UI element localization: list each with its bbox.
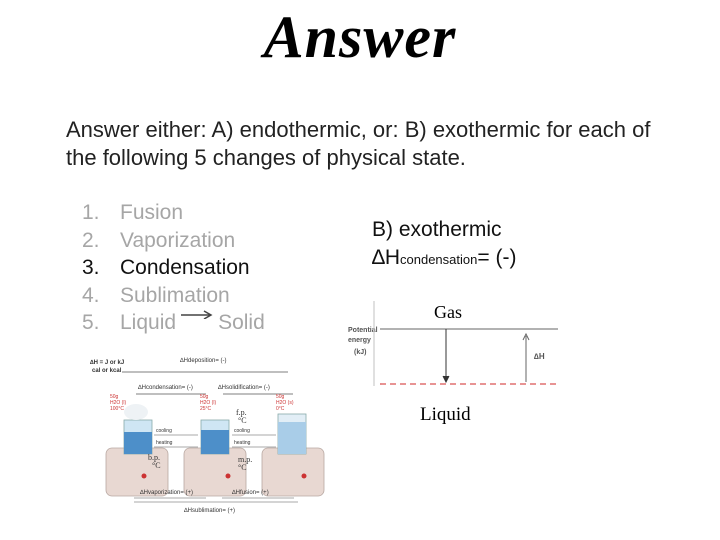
beaker-right-substance: H2O (s) [276, 400, 294, 406]
cooling-label-1: cooling [156, 428, 172, 434]
list-item-fusion [82, 199, 265, 227]
y-axis-label-1: Potential [348, 327, 378, 334]
melting-point-label: m.p. [238, 455, 253, 464]
beaker-middle-water [201, 430, 229, 454]
boiling-point-label: b.p. [148, 453, 160, 462]
delta-h-sign: = (-) [477, 246, 517, 269]
list-label: Fusion [120, 201, 184, 224]
freezing-point-unit: °C [238, 416, 247, 425]
delta-h-symbol: ∆H [372, 246, 401, 269]
answer-block [372, 216, 516, 274]
liquid-label: Liquid [420, 404, 471, 425]
list-item-liquid-to-solid [82, 309, 265, 337]
list-label: Vaporization [120, 228, 236, 252]
transition-arrowhead [443, 376, 449, 382]
units-label-2: cal or kcal [92, 368, 122, 374]
y-axis-label-2: energy [348, 337, 371, 344]
solidification-label: ∆Hsolidification= (-) [218, 385, 270, 391]
hot-plate-right [262, 448, 324, 496]
delta-h-subscript: condensation [400, 252, 478, 267]
list-number: 4. [82, 283, 100, 307]
phase-change-list [82, 199, 265, 337]
condensation-label: ∆Hcondensation= (-) [138, 385, 193, 391]
beaker-middle-temp: 25°C [200, 406, 212, 412]
answer-enthalpy [372, 244, 516, 274]
hot-plate-knob-middle [226, 474, 231, 479]
list-number: 2. [82, 228, 100, 252]
delta-h-label: ∆H [534, 352, 545, 361]
intro-paragraph: Answer either: A) endothermic, or: B) exothermic for each of the following 5 changes of physical state. [66, 117, 651, 170]
answer-choice: B) exothermic [372, 218, 502, 241]
heating-label-2: heating [234, 440, 251, 446]
steam-left [124, 404, 148, 420]
beaker-right-ice [278, 422, 306, 454]
slide-title: Answer [263, 4, 457, 70]
list-label-right: Solid [218, 311, 265, 334]
list-number: 3. [82, 256, 100, 279]
freezing-point-label: f.p. [236, 408, 247, 417]
beaker-left-substance: H2O (l) [110, 400, 127, 406]
beaker-middle-mass: 50g [200, 394, 209, 400]
deposition-label: ∆Hdeposition= (-) [180, 358, 227, 364]
list-item-sublimation [82, 282, 265, 310]
list-item-condensation [82, 254, 265, 282]
list-number: 1. [82, 201, 100, 224]
heating-label-1: heating [156, 440, 173, 446]
beaker-right-temp: 0°C [276, 406, 285, 412]
fusion-label: ∆Hfusion= (+) [232, 490, 269, 496]
phase-change-figure [88, 352, 328, 520]
right-arrow-icon [180, 309, 214, 319]
units-label-1: ∆H = J or kJ [90, 360, 125, 366]
hot-plate-knob-left [142, 474, 147, 479]
beaker-left-water [124, 432, 152, 454]
sublimation-label: ∆Hsublimation= (+) [184, 508, 236, 514]
beaker-right-mass: 50g [276, 394, 285, 400]
y-axis-label-3: (kJ) [354, 349, 367, 356]
beaker-left-mass: 50g [110, 394, 119, 400]
vaporization-label: ∆Hvaporization= (+) [140, 490, 194, 496]
list-number: 5. [82, 311, 100, 334]
list-item-vaporization [82, 227, 265, 255]
hot-plate-knob-right [302, 474, 307, 479]
cooling-label-2: cooling [234, 428, 250, 434]
list-label: Sublimation [120, 283, 230, 307]
beaker-middle-substance: H2O (l) [200, 400, 217, 406]
hot-plate-middle [184, 448, 246, 496]
boiling-point-unit: °C [152, 461, 161, 470]
melting-point-unit: °C [238, 463, 247, 472]
list-label-left: Liquid [120, 311, 177, 334]
list-label: Condensation [120, 256, 250, 279]
beaker-left-temp: 100°C [110, 406, 124, 412]
gas-label: Gas [434, 302, 462, 322]
